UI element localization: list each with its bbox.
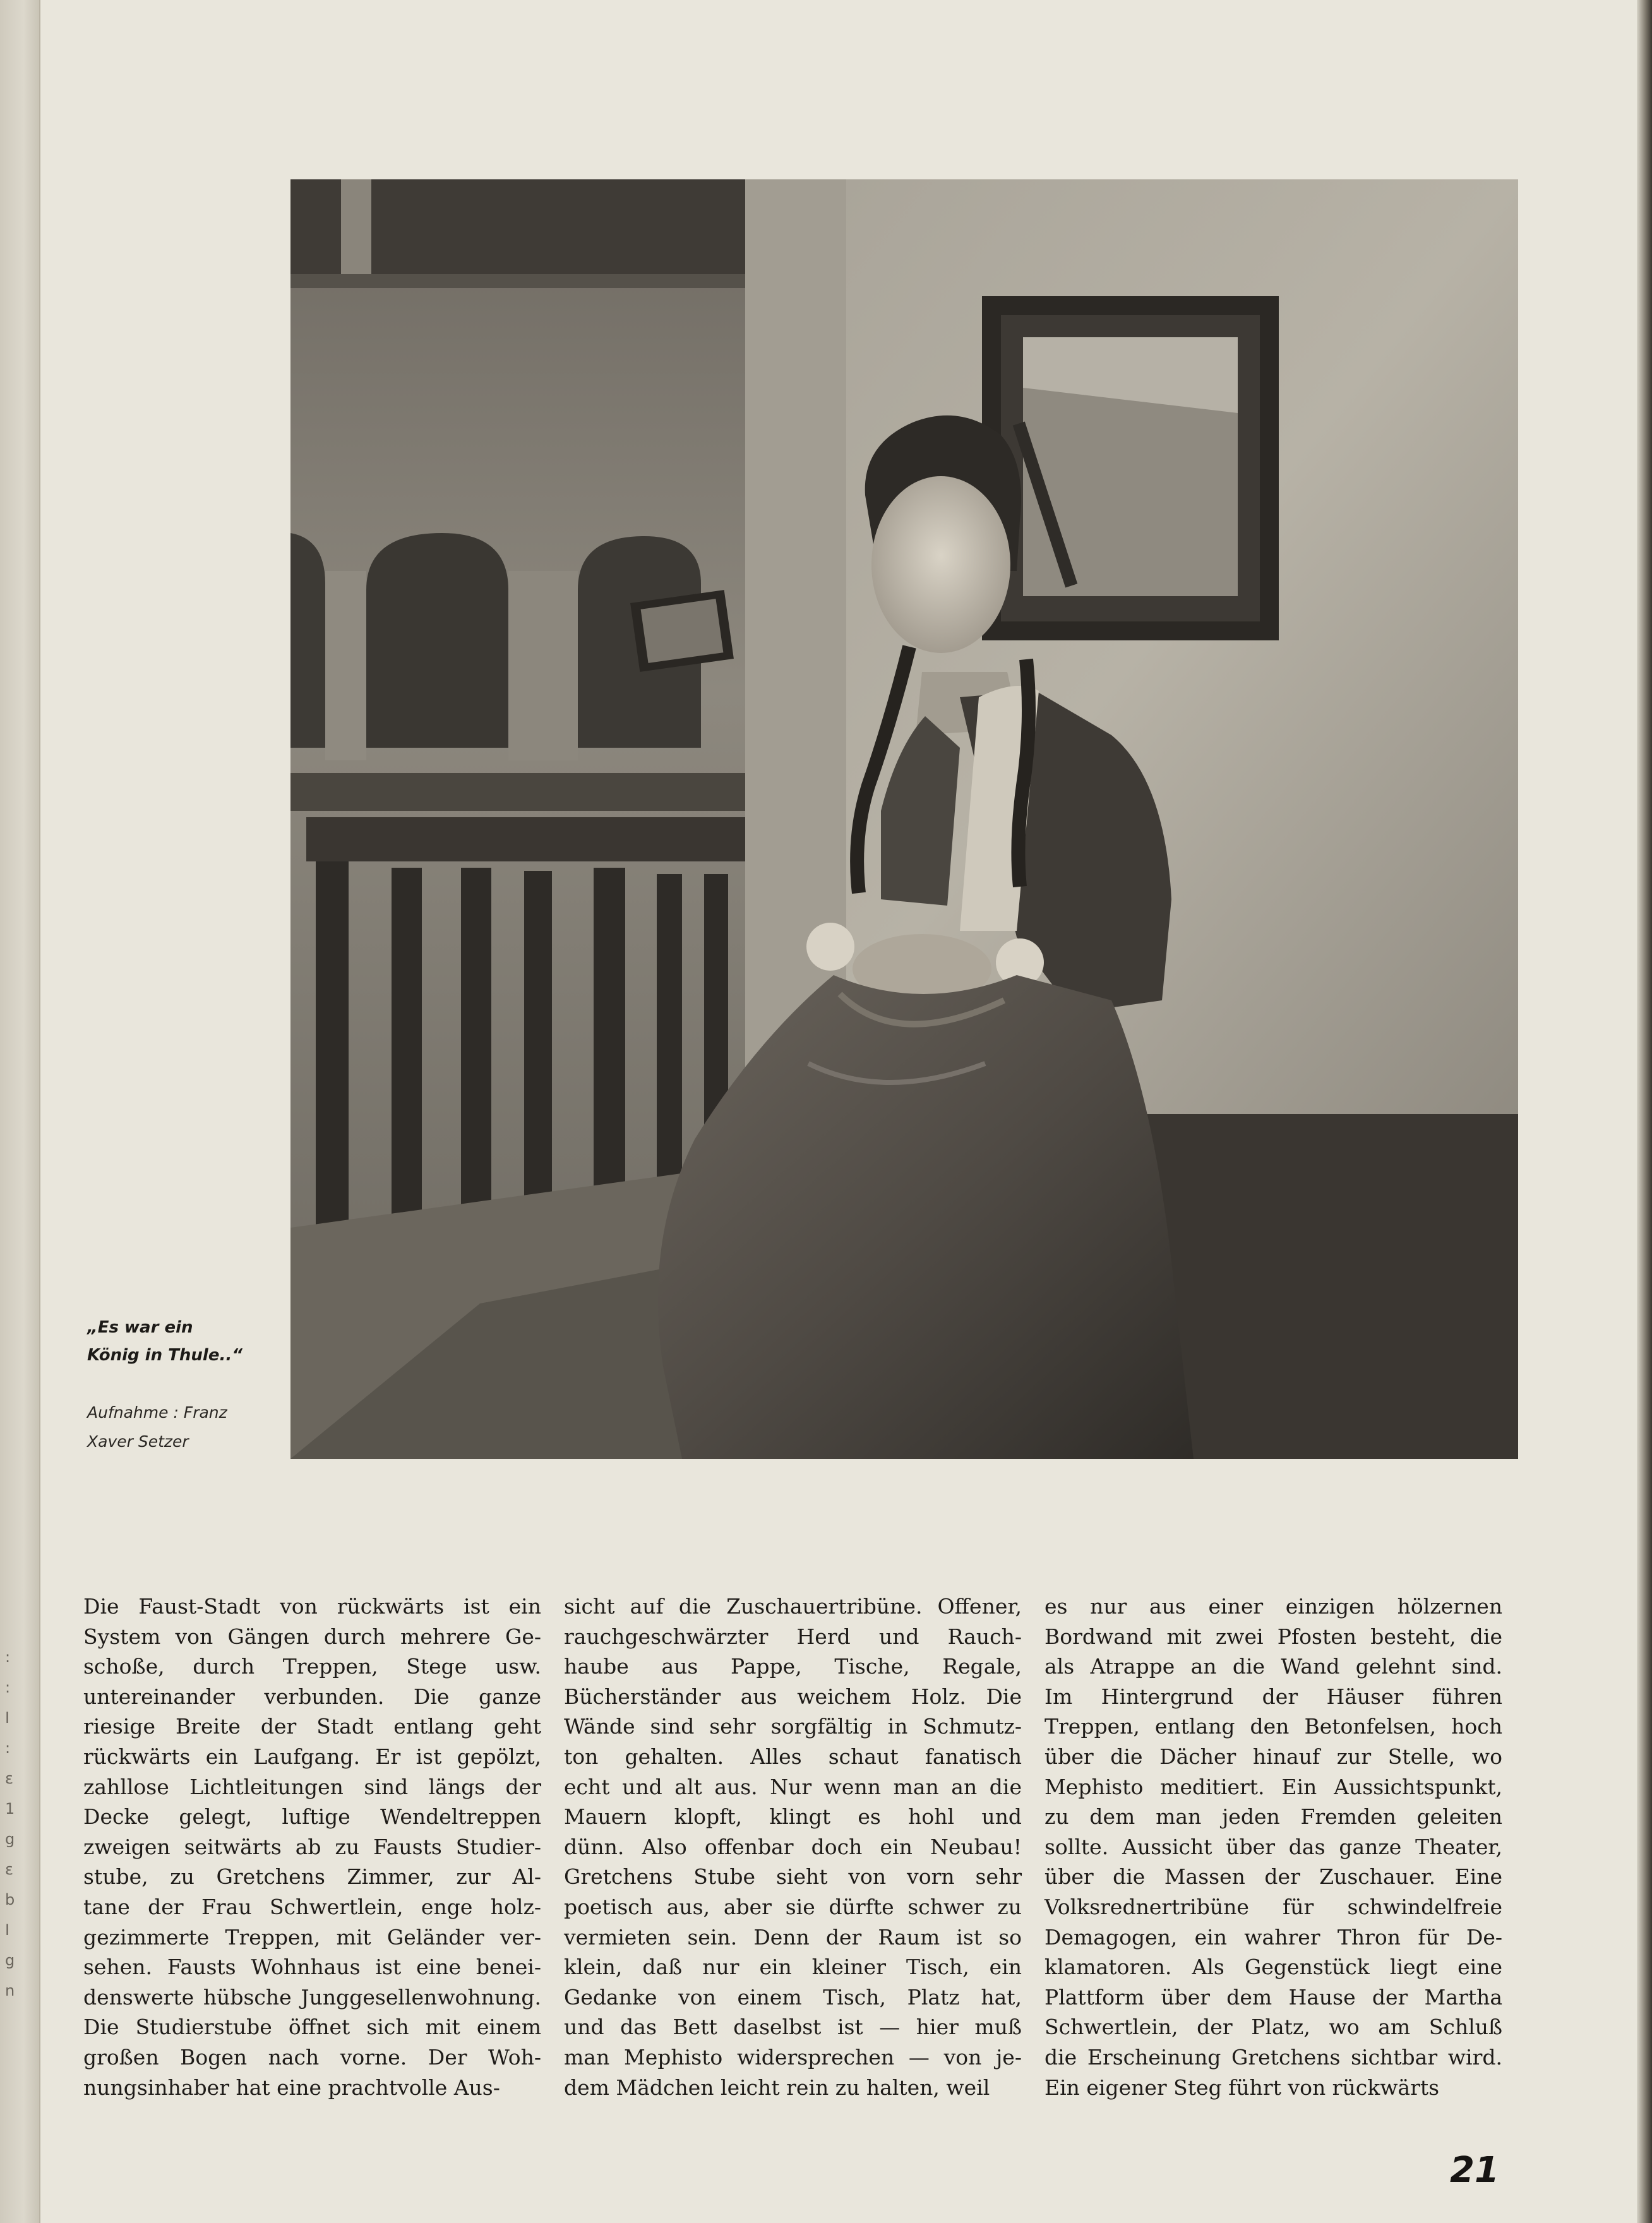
spine-char: : (5, 1739, 11, 1757)
text-line: nungsinhaber hat eine prachtvolle Aus- (83, 2075, 500, 2100)
text-column-3 (1044, 1591, 1502, 2102)
text-line: schoße, durch Treppen, Stege usw. (83, 1654, 541, 1679)
spine-char: ε (5, 1770, 13, 1787)
text-line: Die Studierstube öffnet sich mit einem (83, 2015, 541, 2040)
text-line: stube, zu Gretchens Zimmer, zur Al- (83, 1864, 541, 1890)
spine-char: 1 (5, 1800, 15, 1818)
text-line: großen Bogen nach vorne. Der Woh- (83, 2044, 541, 2070)
adjacent-page-fragments (5, 1642, 30, 2006)
text-line: sehen. Fausts Wohnhaus ist eine benei- (83, 1955, 541, 1980)
text-line: Mephisto meditiert. Ein Aussichtspunkt, (1044, 1774, 1502, 1799)
page-edge (1637, 0, 1652, 2223)
photo-credit (87, 1398, 270, 1456)
text-line: Ein eigener Steg führt von rückwärts (1044, 2075, 1440, 2100)
photo-caption (87, 1314, 270, 1369)
text-line: sicht auf die Zuschauertribüne. Offener, (564, 1594, 1022, 1619)
text-line: und das Bett daselbst ist — hier muß (564, 2015, 1022, 2040)
text-line: Plattform über dem Hause der Martha (1044, 1984, 1502, 2010)
photograph-gretchen-on-balcony (290, 179, 1518, 1459)
text-line: poetisch aus, aber sie dürfte schwer zu (564, 1894, 1022, 1919)
text-line: Wände sind sehr sorgfältig in Schmutz- (564, 1714, 1022, 1739)
credit-line: Xaver Setzer (87, 1432, 189, 1451)
text-line: dem Mädchen leicht rein zu halten, weil (564, 2075, 990, 2100)
text-line: untereinander verbunden. Die ganze (83, 1684, 541, 1709)
text-line: über die Dächer hinauf zur Stelle, wo (1044, 1744, 1502, 1769)
spine-char: I (5, 1709, 10, 1727)
spine-char: b (5, 1891, 15, 1908)
text-line: als Atrappe an die Wand gelehnt sind. (1044, 1654, 1502, 1679)
text-line: Schwertlein, der Platz, wo am Schluß (1044, 2015, 1502, 2040)
text-line: zweigen seitwärts ab zu Fausts Studier- (83, 1834, 541, 1859)
page-number: 21 (1450, 2150, 1499, 2191)
spine-char: g (5, 1951, 15, 1969)
text-line: klein, daß nur ein kleiner Tisch, ein (564, 1955, 1022, 1980)
text-line: die Erscheinung Gretchens sichtbar wird. (1044, 2044, 1502, 2070)
text-line: Gedanke von einem Tisch, Platz hat, (564, 1984, 1022, 2010)
text-line: man Mephisto widersprechen — von je- (564, 2044, 1022, 2070)
spine-char: g (5, 1830, 15, 1848)
text-line: Die Faust-Stadt von rückwärts ist ein (83, 1594, 541, 1619)
text-line: echt und alt aus. Nur wenn man an die (564, 1774, 1022, 1799)
text-line: haube aus Pappe, Tische, Regale, (564, 1654, 1022, 1679)
text-column-1 (83, 1591, 541, 2102)
text-line: Decke gelegt, luftige Wendeltreppen (83, 1804, 541, 1830)
text-line: Treppen, entlang den Betonfelsen, hoch (1044, 1714, 1502, 1739)
text-column-2 (564, 1591, 1022, 2102)
credit-line: Aufnahme : Franz (87, 1403, 227, 1422)
spine-char: I (5, 1921, 10, 1939)
text-line: rauchgeschwärzter Herd und Rauch- (564, 1624, 1022, 1649)
text-line: gezimmerte Treppen, mit Geländer ver- (83, 1924, 541, 1950)
book-spine-gutter (0, 0, 40, 2223)
caption-line: „Es war ein (87, 1318, 193, 1337)
text-line: dünn. Also offenbar doch ein Neubau! (564, 1834, 1022, 1859)
spine-char: : (5, 1679, 11, 1696)
text-line: klamatoren. Als Gegenstück liegt eine (1044, 1955, 1502, 1980)
text-line: ton gehalten. Alles schaut fanatisch (564, 1744, 1022, 1769)
text-line: zu dem man jeden Fremden geleiten (1044, 1804, 1502, 1830)
text-line: denswerte hübsche Junggesellenwohnung. (83, 1984, 541, 2010)
caption-line: König in Thule..“ (87, 1346, 242, 1365)
text-line: zahllose Lichtleitungen sind längs der (83, 1774, 541, 1799)
text-line: System von Gängen durch mehrere Ge- (83, 1624, 541, 1649)
text-line: Im Hintergrund der Häuser führen (1044, 1684, 1502, 1709)
text-line: Mauern klopft, klingt es hohl und (564, 1804, 1022, 1830)
text-line: Gretchens Stube sieht von vorn sehr (564, 1864, 1022, 1890)
text-line: riesige Breite der Stadt entlang geht (83, 1714, 541, 1739)
text-line: Volksrednertribüne für schwindelfreie (1044, 1894, 1502, 1919)
text-line: Bordwand mit zwei Pfosten besteht, die (1044, 1624, 1502, 1649)
spine-char: ε (5, 1860, 13, 1878)
text-line: tane der Frau Schwertlein, enge holz- (83, 1894, 541, 1919)
spine-char: n (5, 1982, 15, 1999)
text-line: Demagogen, ein wahrer Thron für De- (1044, 1924, 1502, 1950)
text-line: über die Massen der Zuschauer. Eine (1044, 1864, 1502, 1890)
text-line: rückwärts ein Laufgang. Er ist gepölzt, (83, 1744, 541, 1769)
text-line: sollte. Aussicht über das ganze Theater, (1044, 1834, 1502, 1859)
text-line: Bücherständer aus weichem Holz. Die (564, 1684, 1022, 1709)
text-line: vermieten sein. Denn der Raum ist so (564, 1924, 1022, 1950)
spine-char: : (5, 1648, 11, 1666)
text-line: es nur aus einer einzigen hölzernen (1044, 1594, 1502, 1619)
